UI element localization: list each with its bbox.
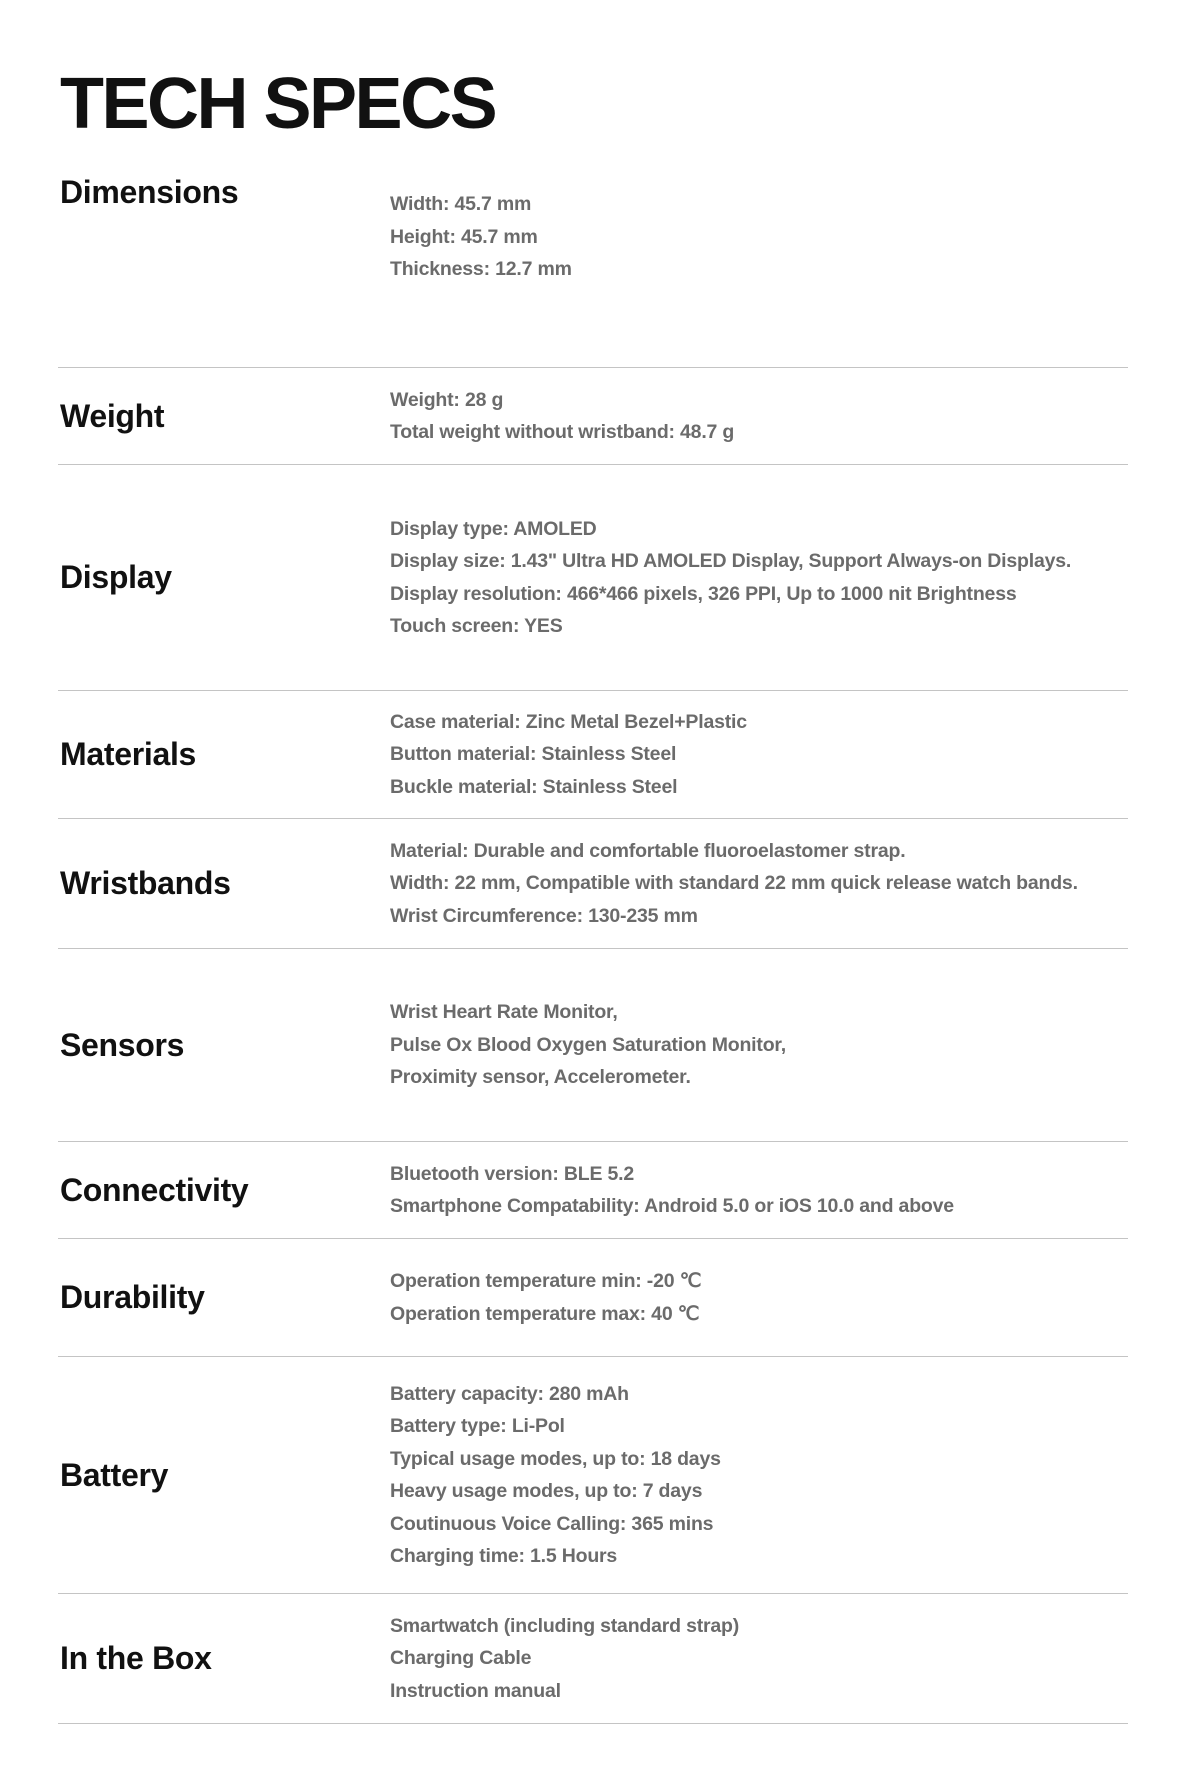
spec-values [390,706,1128,804]
spec-label: Connectivity [60,1171,249,1208]
spec-value-line: Case material: Zinc Metal Bezel+Plastic [390,710,747,733]
spec-label: In the Box [60,1640,212,1676]
spec-value-line: Battery capacity: 280 mAh [390,1382,629,1405]
spec-label: Durability [60,1279,205,1315]
spec-value-line: Total weight without wristband: 48.7 g [390,421,735,443]
spec-row-wristbands [58,819,1128,949]
spec-label: Materials [60,736,197,772]
spec-table [58,172,1128,1724]
spec-row-in-the-box [58,1594,1128,1724]
spec-value-line: Smartwatch (including standard strap) [390,1614,740,1637]
spec-label: Battery [60,1456,169,1493]
spec-value-line: Coutinuous Voice Calling: 365 mins [390,1512,714,1535]
spec-row-durability [58,1239,1128,1357]
spec-row-connectivity [58,1142,1128,1239]
spec-row-display [58,465,1128,691]
spec-label: Dimensions [60,174,239,210]
spec-value-line: Charging time: 1.5 Hours [390,1545,618,1567]
spec-values [390,996,1128,1094]
spec-value-line: Battery type: Li-Pol [390,1415,565,1437]
spec-value-line: Instruction manual [390,1679,561,1702]
spec-label: Weight [60,397,165,434]
spec-value-line: Thickness: 12.7 mm [390,258,572,280]
spec-label: Display [60,559,172,595]
spec-values [390,1158,1128,1223]
spec-label: Wristbands [60,865,231,901]
spec-values [390,172,1128,286]
spec-values [390,835,1128,933]
spec-values [390,513,1128,643]
spec-row-materials [58,691,1128,819]
spec-row-weight [58,368,1128,465]
spec-value-line: Touch screen: YES [390,615,563,637]
spec-value-line: Material: Durable and comfortable fluoroelastomer strap. [390,839,906,862]
spec-value-line: Width: 45.7 mm [390,193,532,215]
page-title: TECH SPECS [60,64,496,144]
spec-value-line: Display size: 1.43" Ultra HD AMOLED Display, Support Always-on Displays. [390,550,1072,572]
spec-value-line: Display type: AMOLED [390,517,597,540]
spec-value-line: Wrist Heart Rate Monitor, [390,1001,618,1024]
spec-value-line: Width: 22 mm, Compatible with standard 22 mm quick release watch bands. [390,872,1078,895]
spec-label: Sensors [60,1026,185,1063]
spec-value-line: Buckle material: Stainless Steel [390,775,678,798]
spec-value-line: Smartphone Compatability: Android 5.0 or iOS 10.0 and above [390,1195,954,1217]
spec-value-line: Operation temperature min: -20 ℃ [390,1270,702,1292]
spec-value-line: Typical usage modes, up to: 18 days [390,1447,721,1470]
spec-row-dimensions [58,172,1128,368]
spec-row-battery [58,1357,1128,1594]
spec-value-line: Proximity sensor, Accelerometer. [390,1066,691,1089]
spec-value-line: Wrist Circumference: 130-235 mm [390,904,698,927]
spec-value-line: Button material: Stainless Steel [390,743,677,766]
spec-values [390,1610,1128,1708]
spec-value-line: Charging Cable [390,1647,532,1670]
spec-values [390,384,1128,449]
spec-value-line: Height: 45.7 mm [390,225,538,248]
spec-value-line: Display resolution: 466*466 pixels, 326 PPI, Up to 1000 nit Brightness [390,582,1017,605]
spec-value-line: Bluetooth version: BLE 5.2 [390,1162,634,1185]
spec-value-line: Pulse Ox Blood Oxygen Saturation Monitor, [390,1033,786,1056]
spec-row-sensors [58,949,1128,1142]
spec-value-line: Heavy usage modes, up to: 7 days [390,1480,703,1502]
spec-values [390,1265,1128,1330]
spec-value-line: Weight: 28 g [390,388,504,411]
spec-values [390,1378,1128,1573]
spec-value-line: Operation temperature max: 40 ℃ [390,1302,700,1325]
